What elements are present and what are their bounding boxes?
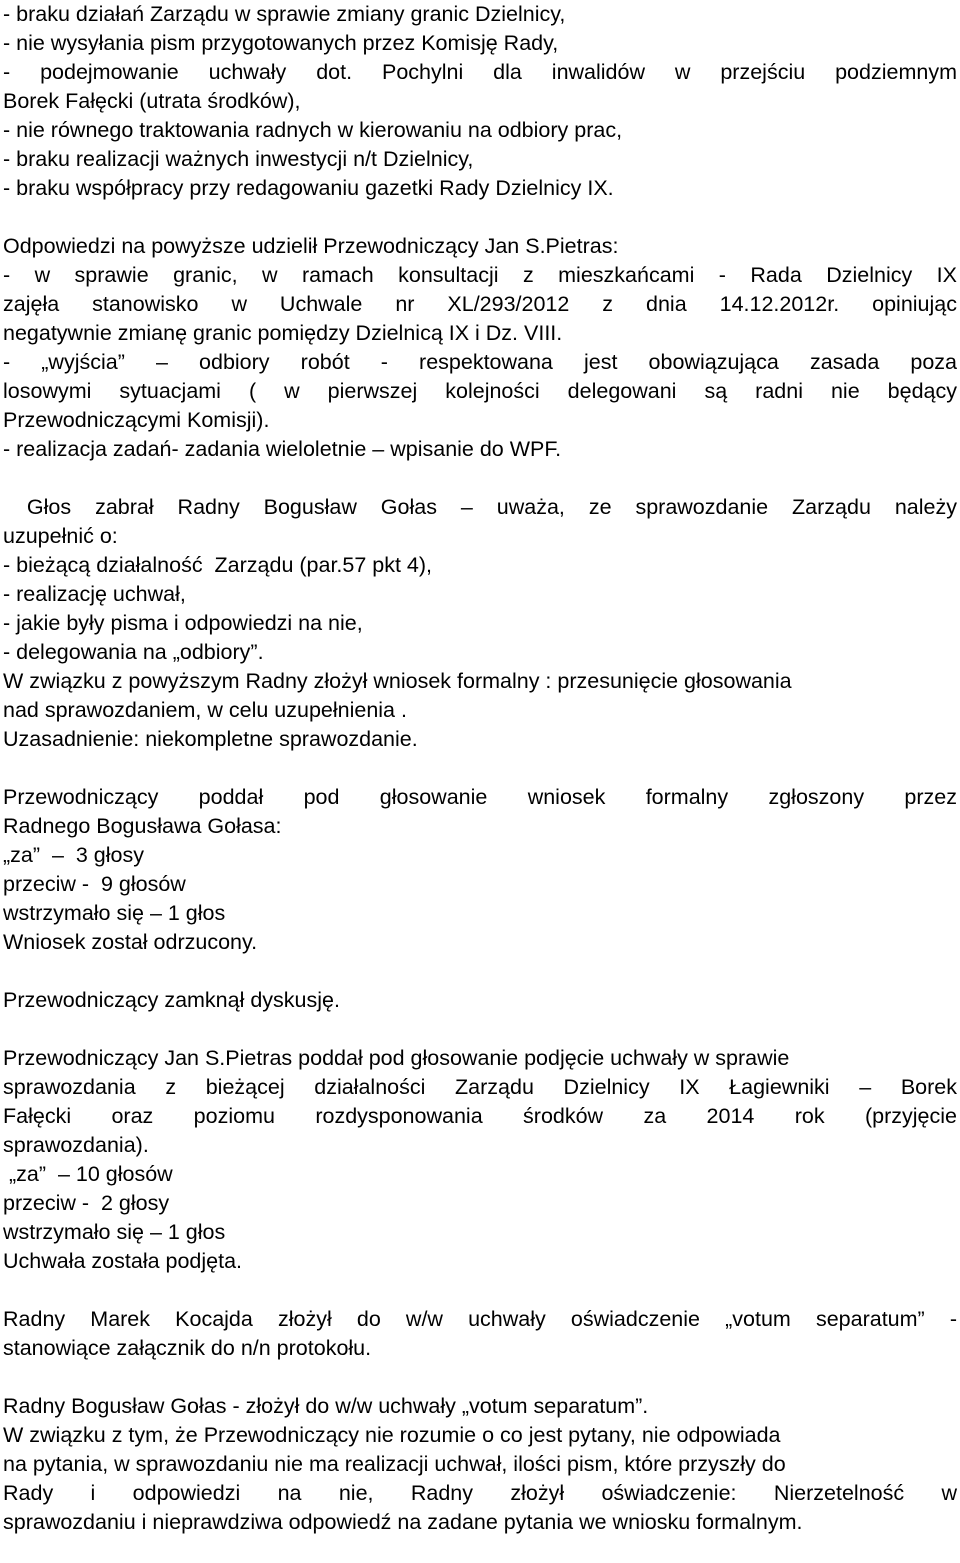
text-line: sprawozdania).	[3, 1133, 149, 1157]
text-line: uzupełnić o:	[3, 524, 118, 548]
text-line: - podejmowanie uchwały dot. Pochylni dla inwalidów w przejściu podziemnym	[3, 60, 957, 84]
text-line: - „wyjścia” – odbiory robót - respektowana jest obowiązująca zasada poza	[3, 350, 957, 374]
text-line: - braku realizacji ważnych inwestycji n/t Dzielnicy,	[3, 147, 474, 171]
text-line: przeciw - 2 głosy	[3, 1191, 170, 1215]
text-line: - bieżącą działalność Zarządu (par.57 pkt 4),	[3, 553, 433, 577]
text-line: stanowiące załącznik do n/n protokołu.	[3, 1336, 372, 1360]
text-line: - delegowania na „odbiory”.	[3, 640, 264, 664]
text-line: przeciw - 9 głosów	[3, 872, 186, 896]
text-line: - w sprawie granic, w ramach konsultacji z mieszkańcami - Rada Dzielnicy IX	[3, 263, 957, 287]
text-line: Fałęcki oraz poziomu rozdysponowania środków za 2014 rok (przyjęcie	[3, 1104, 957, 1128]
text-line: „za” – 10 głosów	[3, 1162, 173, 1186]
text-line: W związku z powyższym Radny złożył wniosek formalny : przesunięcie głosowania	[3, 669, 792, 693]
text-line: - nie wysyłania pism przygotowanych przez Komisję Rady,	[3, 31, 559, 55]
text-line: nad sprawozdaniem, w celu uzupełnienia .	[3, 698, 407, 722]
text-line: losowymi sytuacjami ( w pierwszej kolejności delegowani są radni nie będący	[3, 379, 957, 403]
text-line: na pytania, w sprawozdaniu nie ma realizacji uchwał, ilości pism, które przyszły do	[3, 1452, 786, 1476]
text-line: Przewodniczący Jan S.Pietras poddał pod głosowanie podjęcie uchwały w sprawie	[3, 1046, 790, 1070]
text-line: - realizacja zadań- zadania wieloletnie – wpisanie do WPF.	[3, 437, 562, 461]
text-line: Rady i odpowiedzi na nie, Radny złożył oświadczenie: Nierzetelność w	[3, 1481, 957, 1505]
text-line: wstrzymało się – 1 głos	[3, 901, 226, 925]
text-line: Radny Bogusław Gołas - złożył do w/w uchwały „votum separatum”.	[3, 1394, 649, 1418]
text-line: Przewodniczący poddał pod głosowanie wniosek formalny zgłoszony przez	[3, 785, 957, 809]
text-line: Przewodniczącymi Komisji).	[3, 408, 270, 432]
text-line: wstrzymało się – 1 głos	[3, 1220, 226, 1244]
text-line: - braku działań Zarządu w sprawie zmiany granic Dzielnicy,	[3, 2, 566, 26]
text-line: - nie równego traktowania radnych w kierowaniu na odbiory prac,	[3, 118, 623, 142]
text-line: Radny Marek Kocajda złożył do w/w uchwały oświadczenie „votum separatum” -	[3, 1307, 957, 1331]
text-line: „za” – 3 głosy	[3, 843, 144, 867]
text-line: Przewodniczący zamknął dyskusję.	[3, 988, 340, 1012]
text-line: - realizację uchwał,	[3, 582, 186, 606]
text-line: Wniosek został odrzucony.	[3, 930, 258, 954]
text-line: zajęła stanowisko w Uchwale nr XL/293/2012 z dnia 14.12.2012r. opiniując	[3, 292, 957, 316]
text-line: - braku współpracy przy redagowaniu gazetki Rady Dzielnicy IX.	[3, 176, 614, 200]
text-line: sprawozdania z bieżącej działalności Zarządu Dzielnicy IX Łagiewniki – Borek	[3, 1075, 957, 1099]
text-line: - jakie były pisma i odpowiedzi na nie,	[3, 611, 363, 635]
text-line: Odpowiedzi na powyższe udzielił Przewodniczący Jan S.Pietras:	[3, 234, 619, 258]
text-line: W związku z tym, że Przewodniczący nie rozumie o co jest pytany, nie odpowiada	[3, 1423, 781, 1447]
text-line: Uchwała została podjęta.	[3, 1249, 243, 1273]
text-line: Głos zabrał Radny Bogusław Gołas – uważa, ze sprawozdanie Zarządu należy	[3, 495, 957, 519]
text-line: Radnego Bogusława Gołasa:	[3, 814, 282, 838]
text-line: sprawozdaniu i nieprawdziwa odpowiedź na zadane pytania we wniosku formalnym.	[3, 1510, 803, 1534]
text-line: negatywnie zmianę granic pomiędzy Dzielnicą IX i Dz. VIII.	[3, 321, 563, 345]
text-line: Uzasadnienie: niekompletne sprawozdanie.	[3, 727, 418, 751]
text-line: Borek Fałęcki (utrata środków),	[3, 89, 301, 113]
